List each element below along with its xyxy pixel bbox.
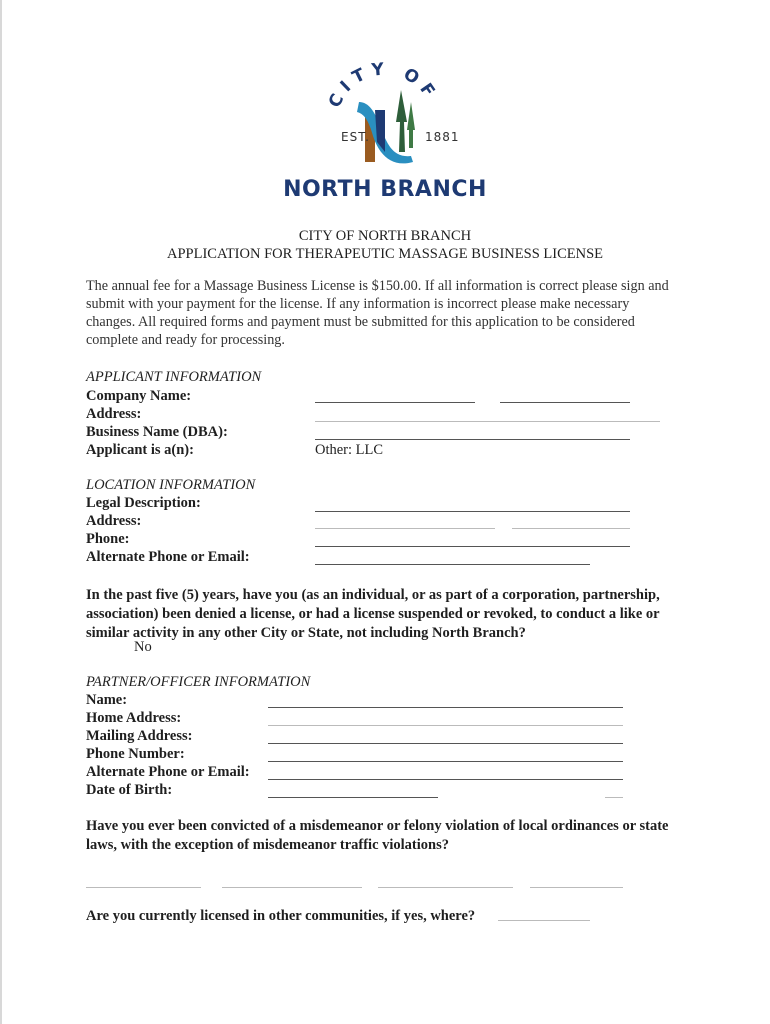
conviction-answer-field-4[interactable] bbox=[530, 887, 623, 888]
dob-field[interactable] bbox=[268, 797, 438, 798]
logo-city-name: NORTH BRANCH bbox=[283, 177, 487, 202]
partner-name-label: Name: bbox=[86, 692, 128, 708]
header-title: APPLICATION FOR THERAPEUTIC MASSAGE BUSINESS LICENSE bbox=[167, 246, 603, 262]
applicant-type-value[interactable]: Other: LLC bbox=[315, 442, 384, 458]
denial-answer[interactable]: No bbox=[134, 639, 152, 655]
partner-alt-label: Alternate Phone or Email: bbox=[86, 764, 250, 780]
legal-description-label: Legal Description: bbox=[86, 495, 201, 511]
licensed-answer-field[interactable] bbox=[498, 920, 590, 921]
location-address-label: Address: bbox=[86, 513, 142, 529]
applicant-address-label: Address: bbox=[86, 406, 142, 422]
company-name-field-cont[interactable] bbox=[500, 402, 630, 403]
denial-question: In the past five (5) years, have you (as an individual, or as part of a corporation, partnership, association) been denied a license, or had a license suspended or revoked, to conduct a like or similar activity in any other City or State, not including North Branch? bbox=[86, 587, 660, 641]
partner-name-field[interactable] bbox=[268, 707, 623, 708]
licensed-question: Are you currently licensed in other communities, if yes, where? bbox=[86, 908, 476, 924]
dba-field[interactable] bbox=[315, 439, 630, 440]
intro-paragraph: The annual fee for a Massage Business License is $150.00. If all information is correct please sign and submit with your payment for the license. If any information is incorrect please make necessary changes. All required forms and payment must be submitted for this application to be considered complete and ready for processing. bbox=[86, 278, 669, 348]
logo-year-label: 1881 bbox=[425, 130, 460, 144]
home-address-label: Home Address: bbox=[86, 710, 182, 726]
location-alt-label: Alternate Phone or Email: bbox=[86, 549, 250, 565]
partner-section-title: PARTNER/OFFICER INFORMATION bbox=[86, 674, 311, 690]
location-section-title: LOCATION INFORMATION bbox=[86, 477, 256, 493]
location-phone-field[interactable] bbox=[315, 546, 630, 547]
dba-label: Business Name (DBA): bbox=[86, 424, 228, 440]
logo-arc-label: CITY OF bbox=[324, 59, 442, 112]
scan-edge bbox=[0, 0, 2, 1024]
partner-alt-field[interactable] bbox=[268, 779, 623, 780]
applicant-address-field[interactable] bbox=[315, 421, 660, 422]
conviction-answer-field-3[interactable] bbox=[378, 887, 513, 888]
partner-phone-field[interactable] bbox=[268, 761, 623, 762]
location-address-field[interactable] bbox=[315, 528, 495, 529]
logo-est-label: EST. bbox=[341, 130, 370, 144]
applicant-type-label: Applicant is a(n): bbox=[86, 442, 194, 458]
company-name-field[interactable] bbox=[315, 402, 475, 403]
location-address-field-cont[interactable] bbox=[512, 528, 630, 529]
logo-emblem bbox=[355, 82, 425, 172]
location-alt-field[interactable] bbox=[315, 564, 590, 565]
company-name-label: Company Name: bbox=[86, 388, 192, 404]
mailing-address-field[interactable] bbox=[268, 743, 623, 744]
legal-description-field[interactable] bbox=[315, 511, 630, 512]
home-address-field[interactable] bbox=[268, 725, 623, 726]
applicant-section-title: APPLICANT INFORMATION bbox=[86, 369, 262, 385]
header-city: CITY OF NORTH BRANCH bbox=[298, 228, 472, 244]
dob-label: Date of Birth: bbox=[86, 782, 173, 798]
partner-phone-label: Phone Number: bbox=[86, 746, 185, 762]
conviction-answer-field-1[interactable] bbox=[86, 887, 201, 888]
location-phone-label: Phone: bbox=[86, 531, 130, 547]
mailing-address-label: Mailing Address: bbox=[86, 728, 193, 744]
dob-field-cont[interactable] bbox=[605, 797, 623, 798]
conviction-question: Have you ever been convicted of a misdemeanor or felony violation of local ordinances or state laws, with the exception of misdemeanor traffic violations? bbox=[86, 818, 669, 853]
conviction-answer-field-2[interactable] bbox=[222, 887, 362, 888]
